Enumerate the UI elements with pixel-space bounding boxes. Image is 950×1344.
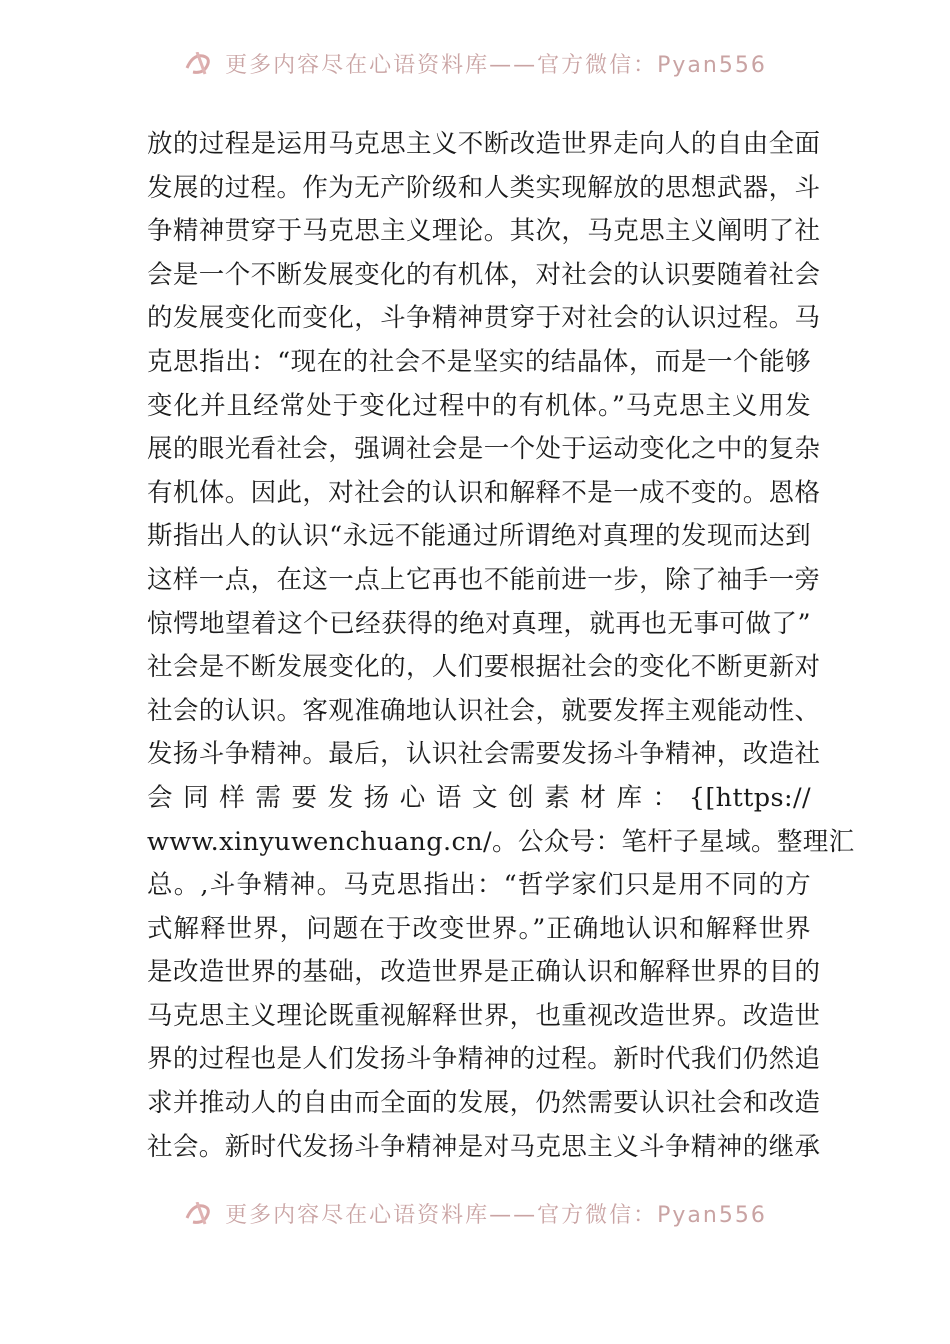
watermark-text: 更多内容尽在心语资料库——官方微信：Pyan556	[225, 1202, 767, 1228]
body-line: 式解释世界，问题在于改变世界。”正确地认识和解释世界	[147, 913, 811, 944]
body-line: 是改造世界的基础，改造世界是正确认识和解释世界的目的	[147, 957, 821, 988]
body-line: 这样一点，在这一点上它再也不能前进一步，除了袖手一旁	[147, 564, 821, 595]
body-line: 马克思主义理论既重视解释世界，也重视改造世界。改造世	[147, 1000, 821, 1031]
document-body	[147, 123, 855, 1169]
body-line: 总。,斗争精神。马克思指出：“哲学家们只是用不同的方	[147, 870, 811, 901]
header-watermark	[0, 52, 950, 92]
body-line: 争精神贯穿于马克思主义理论。其次，马克思主义阐明了社	[147, 216, 821, 247]
footer-watermark	[0, 1202, 950, 1242]
body-line: 的发展变化而变化，斗争精神贯穿于对社会的认识过程。马	[147, 303, 821, 334]
body-line: 惊愕地望着这个已经获得的绝对真理，就再也无事可做了”	[147, 608, 811, 639]
watermark-text: 更多内容尽在心语资料库——官方微信：Pyan556	[225, 52, 767, 78]
body-line: 社会的认识。客观准确地认识社会，就要发挥主观能动性、	[147, 695, 821, 726]
body-line: 社会是不断发展变化的，人们要根据社会的变化不断更新对	[147, 652, 821, 683]
watermark-logo-icon	[183, 1202, 217, 1230]
body-line: 会 同 样 需 要 发 扬 心 语 文 创 素 材 库 ： {[https://	[147, 782, 811, 813]
body-line: 社会。新时代发扬斗争精神是对马克思主义斗争精神的继承	[147, 1131, 821, 1162]
body-line: 发展的过程。作为无产阶级和人类实现解放的思想武器，斗	[147, 172, 821, 203]
body-line: 会是一个不断发展变化的有机体，对社会的认识要随着社会	[147, 259, 821, 290]
watermark-logo-icon	[183, 52, 217, 80]
body-line: 界的过程也是人们发扬斗争精神的过程。新时代我们仍然追	[147, 1044, 821, 1075]
body-line: 有机体。因此，对社会的认识和解释不是一成不变的。恩格	[147, 477, 821, 508]
body-line: 克思指出：“现在的社会不是坚实的结晶体，而是一个能够	[147, 346, 811, 377]
body-line: 求并推动人的自由而全面的发展，仍然需要认识社会和改造	[147, 1088, 821, 1119]
body-line: 斯指出人的认识“永远不能通过所谓绝对真理的发现而达到	[147, 521, 811, 552]
body-line: 放的过程是运用马克思主义不断改造世界走向人的自由全面	[147, 129, 821, 159]
body-line: www.xinyuwenchuang.cn/。公众号：笔杆子星域。整理汇	[147, 826, 855, 857]
body-line: 发扬斗争精神。最后，认识社会需要发扬斗争精神，改造社	[147, 739, 821, 770]
body-line: 展的眼光看社会，强调社会是一个处于运动变化之中的复杂	[147, 434, 821, 465]
body-line: 变化并且经常处于变化过程中的有机体。”马克思主义用发	[147, 390, 811, 421]
